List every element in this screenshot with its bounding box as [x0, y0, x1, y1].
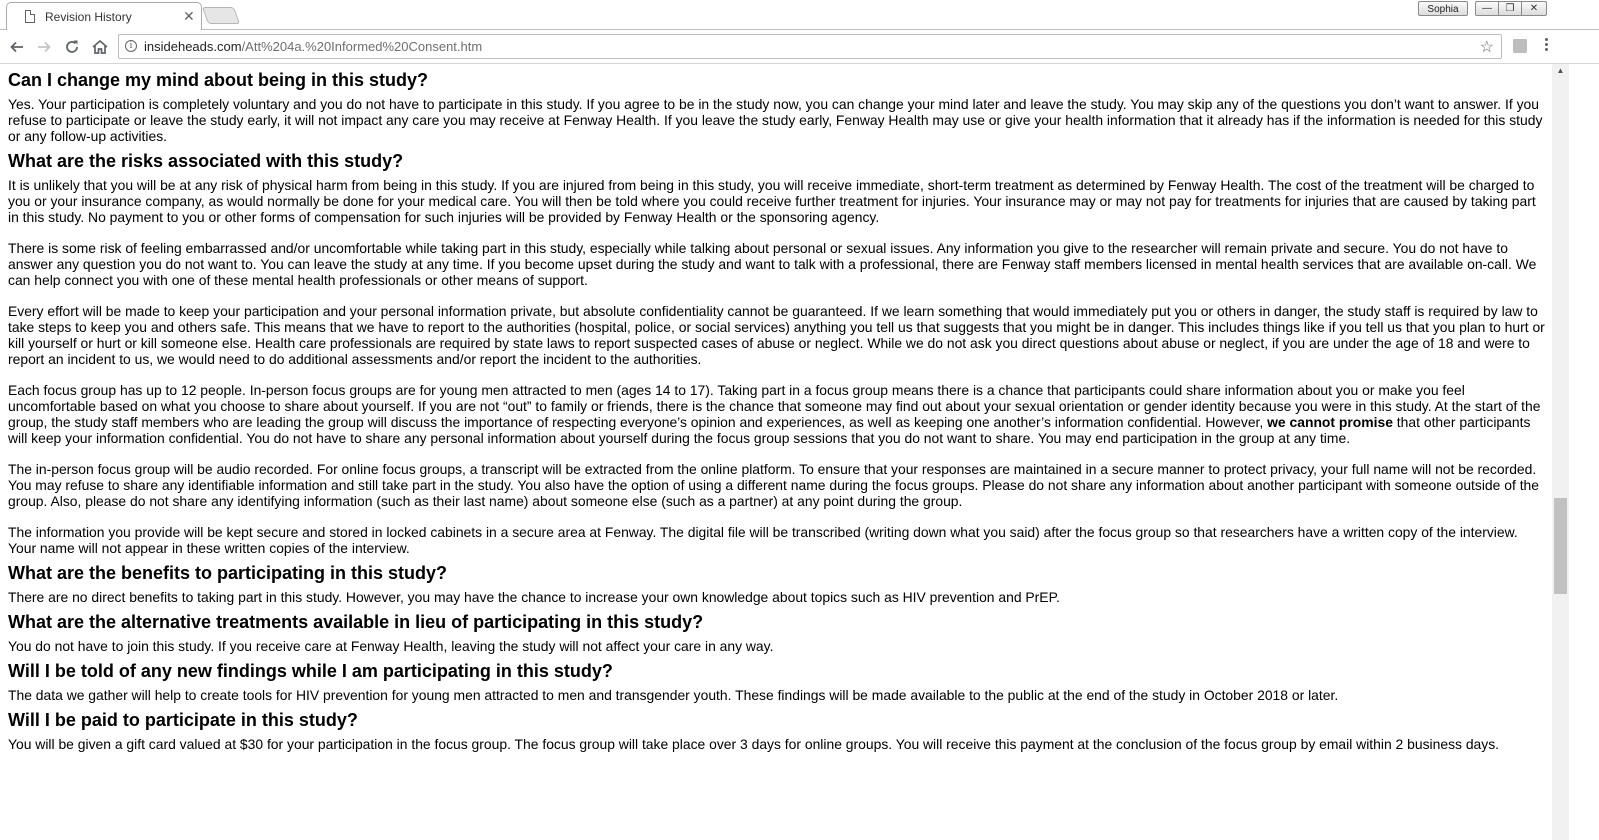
paragraph: You do not have to join this study. If you receive care at Fenway Health, leaving the study will not affect your care in any way. [8, 638, 774, 654]
scroll-up-arrow-icon[interactable]: ▲ [1556, 66, 1565, 75]
tab-revision-history[interactable] [6, 2, 202, 30]
info-icon[interactable]: i [125, 40, 137, 52]
consent-document [0, 64, 1552, 752]
tab-strip [0, 0, 1599, 30]
minimize-button[interactable]: — [1475, 1, 1499, 16]
paragraph: The in-person focus group will be audio recorded. For online focus groups, a transcript will be extracted from the online platform. To ensure that your responses are maintained in a secure manner to protect privacy, your full name will not be recorded. You may refuse to share any identifiable information and still take part in the study. You also have the option of using a different name during the focus groups. Please do not share any information about another participant with someone outside of the group. Also, please do not share any identifying information (such as their last name) about someone else (such as a partner) at any point during the group. [8, 461, 1539, 509]
paragraph: The information you provide will be kept secure and stored in locked cabinets in a secure area at Fenway. The digital file will be transcribed (writing down what you said) after the focus group so that researchers have a written copy of the interview. Your name will not appear in these written copies of the interview. [8, 524, 1518, 556]
vertical-scrollbar[interactable] [1552, 64, 1569, 840]
home-button[interactable] [89, 36, 111, 58]
profile-button[interactable]: Sophia [1418, 1, 1468, 16]
paragraph: Yes. Your participation is completely voluntary and you do not have to participate in this study. If you agree to be in the study now, you can change your mind later and leave the study. You may skip any of the questions you don’t want to answer. If you refuse to participate or leave the study early, it will not impact any care you may receive at Fenway Health. If you leave the study early, Fenway Health may use or give your health information that it already has if the information is needed for this study or any follow-up activities. [8, 96, 1543, 144]
close-window-button[interactable]: ✕ [1521, 1, 1547, 16]
paragraph: Every effort will be made to keep your participation and your personal information private, but absolute confidentiality cannot be guaranteed. If we learn something that would immediately put you or others in danger, the study staff is required by law to take steps to keep you and others safe. This means that we have to report to the authorities (hospital, police, or social services) anything you tell us that suggests that you might be in danger. This includes things like if you tell us that you plan to hurt or kill yourself or hurt or kill someone else. Health care professionals are required by state laws to report suspected cases of abuse or neglect. While we do not ask you direct questions about abuse or neglect, if you are under the age of 18 and were to report an incident to us, we would need to do additional assessments and/or report the incident to the authorities. [8, 303, 1545, 367]
extension-icon[interactable] [1513, 39, 1527, 53]
reload-icon [64, 39, 80, 55]
section-heading: Can I change my mind about being in this study? [8, 70, 429, 90]
scrollbar-thumb[interactable] [1554, 498, 1567, 594]
paragraph: There is some risk of feeling embarrassed and/or uncomfortable while taking part in this study, especially while talking about personal or sexual issues. Any information you give to the researcher will remain private and secure. You do not have to answer any question you do not want to. You can leave the study at any time. If you become upset during the study and want to talk with a professional, there are Fenway staff members licensed in mental health services that are available on-call. We can help connect you with one of these mental health professionals or other means of support. [8, 240, 1537, 288]
bookmark-star-icon[interactable]: ☆ [1479, 39, 1494, 56]
tab-title: Revision History [45, 10, 132, 24]
forward-button[interactable] [33, 36, 55, 58]
close-tab-icon[interactable]: ✕ [183, 8, 195, 24]
paragraph: There are no direct benefits to taking part in this study. However, you may have the chance to increase your own knowledge about topics such as HIV prevention and PrEP. [8, 589, 1060, 605]
section-heading: What are the risks associated with this study? [8, 151, 404, 171]
back-arrow-icon [9, 39, 25, 55]
menu-dot [1545, 48, 1548, 51]
address-bar[interactable] [118, 34, 1502, 59]
paragraph: The data we gather will help to create tools for HIV prevention for young men attracted to men and transgender youth. These findings will be made available to the public at the end of the study in October 2018 or later. [8, 687, 1339, 703]
menu-icon[interactable] [1545, 38, 1549, 54]
back-button[interactable] [6, 36, 28, 58]
url-host: insideheads.com [144, 39, 242, 54]
emphasis-text: we cannot promise [1267, 414, 1393, 430]
document-icon [25, 10, 35, 23]
section-heading: Will I be told of any new findings while I am participating in this study? [8, 661, 613, 681]
paragraph [8, 382, 1546, 446]
maximize-button[interactable]: ❐ [1498, 1, 1522, 16]
paragraph-text: Each focus group has up to 12 people. In-person focus groups are for young men attracted to men (ages 14 to 17). Taking part in a focus group means there is a chance that participants could share information about you or make you feel uncomfortable based on what you choose to share about yourself. If you are not “out” to family or friends, there is the chance that someone may find out about your sexual orientation or gender identity because you were in this study. At the start of the group, the study staff members who are leading the group will discuss the importance of respecting everyone’s opinion and experiences, as well as keeping one another’s information confidential. However, [8, 382, 1541, 430]
new-tab-button[interactable] [202, 7, 240, 24]
url-text[interactable] [144, 39, 482, 54]
paragraph: It is unlikely that you will be at any risk of physical harm from being in this study. If you are injured from being in this study, you will receive immediate, short-term treatment as determined by Fenway Health. The cost of the treatment will be charged to you or your insurance company, as would normally be done for your medical care. You will then be told where you could receive further treatment for injuries. Your insurance may or may not pay for treatments for injuries that are caused by taking part in this study. No payment to you or other forms of compensation for such injuries will be provided by Fenway Health or the sponsoring agency. [8, 177, 1536, 225]
menu-dot [1545, 38, 1548, 41]
page-content [0, 64, 1552, 840]
paragraph: You will be given a gift card valued at $30 for your participation in the focus group. The focus group will take place over 3 days for online groups. You will receive this payment at the conclusion of the focus group by email within 2 business days. [8, 736, 1500, 752]
menu-dot [1545, 43, 1548, 46]
section-heading: What are the alternative treatments available in lieu of participating in this study? [8, 612, 704, 632]
url-path: /Att%204a.%20Informed%20Consent.htm [241, 39, 483, 54]
browser-toolbar [0, 30, 1599, 64]
home-icon [91, 39, 109, 55]
section-heading: What are the benefits to participating in this study? [8, 563, 448, 583]
paragraph-text: that other participants will keep your information confidential. You do not have to share any personal information about yourself during the focus group sessions that you do not want to share. You may end participation in the group at any time. [8, 414, 1531, 446]
section-heading: Will I be paid to participate in this study? [8, 710, 358, 730]
forward-arrow-icon [36, 39, 52, 55]
reload-button[interactable] [61, 36, 83, 58]
